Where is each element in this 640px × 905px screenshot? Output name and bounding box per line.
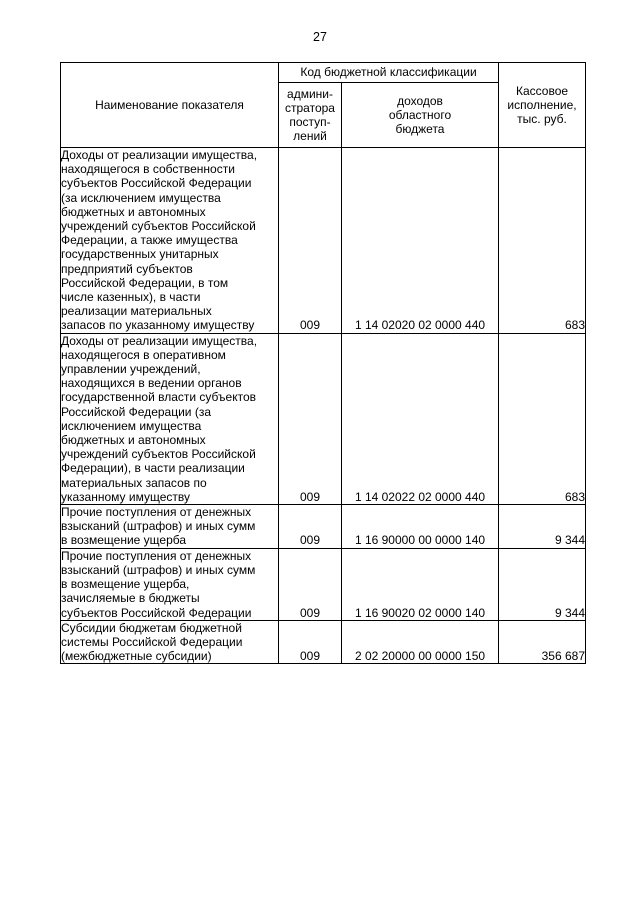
header-administrator: админи- стратора поступ- лений bbox=[279, 83, 342, 148]
row-amount: 683 bbox=[499, 148, 586, 334]
row-admin-code: 009 bbox=[279, 333, 342, 504]
row-name: Субсидии бюджетам бюджетной системы Российской Федерации (межбюджетные субсидии) bbox=[61, 620, 279, 664]
row-amount: 9 344 bbox=[499, 505, 586, 549]
row-admin-code: 009 bbox=[279, 548, 342, 620]
row-income-code: 1 14 02020 02 0000 440 bbox=[342, 148, 499, 334]
row-income-code: 2 02 20000 00 0000 150 bbox=[342, 620, 499, 664]
row-admin-code: 009 bbox=[279, 620, 342, 664]
table-row bbox=[61, 505, 586, 549]
row-admin-code: 009 bbox=[279, 148, 342, 334]
row-name: Доходы от реализации имущества, находящегося в оперативном управлении учреждений, находящихся в ведении органов государственной власти субъектов Российской Федерации (за исключением имущества бюджетных и автономных учреждений субъектов Российской Федерации), в части реализации материальных запасов по указанному имуществу bbox=[61, 333, 279, 504]
header-income-code: доходов областного бюджета bbox=[342, 83, 499, 148]
row-amount: 9 344 bbox=[499, 548, 586, 620]
row-income-code: 1 14 02022 02 0000 440 bbox=[342, 333, 499, 504]
budget-table bbox=[60, 62, 586, 664]
header-cash-execution: Кассовое исполнение, тыс. руб. bbox=[499, 63, 586, 148]
row-income-code: 1 16 90020 02 0000 140 bbox=[342, 548, 499, 620]
header-name: Наименование показателя bbox=[61, 63, 279, 148]
row-amount: 683 bbox=[499, 333, 586, 504]
table-row bbox=[61, 148, 586, 334]
table-row bbox=[61, 548, 586, 620]
table-row bbox=[61, 333, 586, 504]
table-row bbox=[61, 620, 586, 664]
row-name: Прочие поступления от денежных взысканий (штрафов) и иных сумм в возмещение ущерба bbox=[61, 505, 279, 549]
header-row-top bbox=[61, 63, 586, 83]
row-name: Прочие поступления от денежных взысканий (штрафов) и иных сумм в возмещение ущерба, зачисляемые в бюджеты субъектов Российской Федерации bbox=[61, 548, 279, 620]
header-classification-group: Код бюджетной классификации bbox=[279, 63, 499, 83]
page-number: 27 bbox=[313, 30, 327, 44]
row-income-code: 1 16 90000 00 0000 140 bbox=[342, 505, 499, 549]
row-name: Доходы от реализации имущества, находящегося в собственности субъектов Российской Федерации (за исключением имущества бюджетных и автономных учреждений субъектов Российской Федерации, а также имущества государственных унитарных предприятий субъектов Российской Федерации, в том числе казенных), в части реализации материальных запасов по указанному имуществу bbox=[61, 148, 279, 334]
row-admin-code: 009 bbox=[279, 505, 342, 549]
row-amount: 356 687 bbox=[499, 620, 586, 664]
